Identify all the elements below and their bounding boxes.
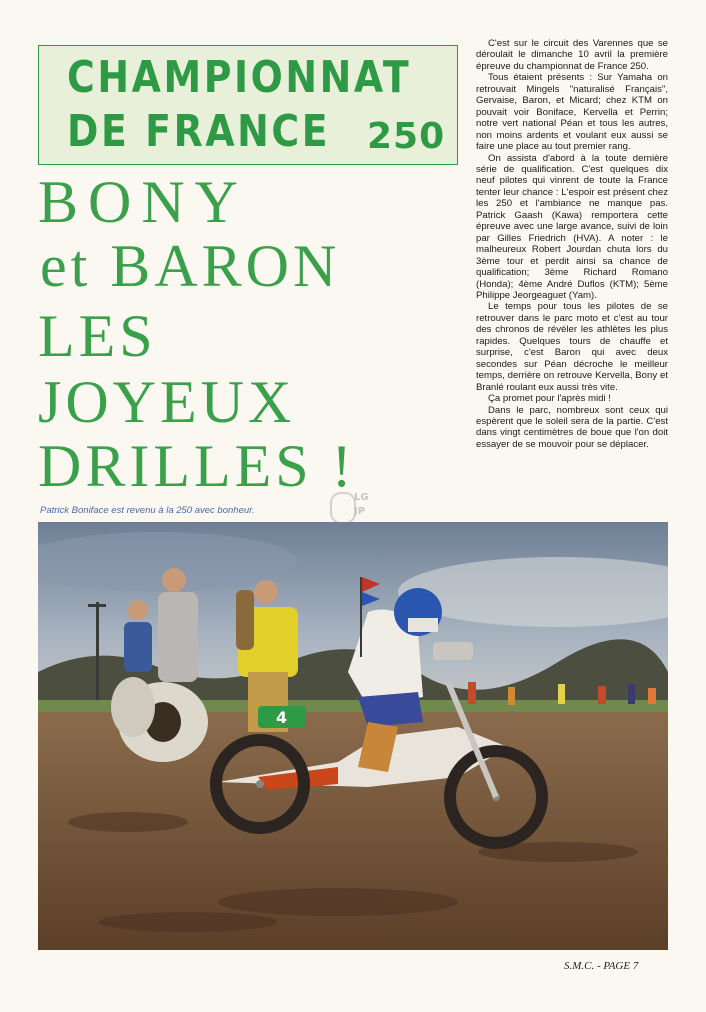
article-paragraph: Dans le parc, nombreux sont ceux qui espèrent que le soleil sera de la partie. C'est dans vingt centimètres de boue que l'on doit essayer de se mouvoir pour se déplacer. bbox=[476, 404, 668, 450]
watermark-logo bbox=[330, 490, 376, 522]
banner-line-1: CHAMPIONNAT bbox=[67, 52, 412, 103]
photo-illustration bbox=[38, 522, 668, 950]
page-footer: S.M.C. - PAGE 7 bbox=[564, 960, 639, 972]
championship-banner bbox=[38, 45, 458, 165]
headline-line-4: JOYEUX bbox=[38, 369, 296, 435]
photo-caption: Patrick Boniface est revenu à la 250 avec bonheur. bbox=[40, 505, 255, 516]
article-body bbox=[476, 38, 668, 450]
motocross-photo bbox=[38, 522, 668, 950]
watermark-top: LG bbox=[354, 492, 369, 503]
watermark-icon bbox=[330, 492, 356, 524]
article-paragraph: On assista d'abord à la toute dernière série de qualification. C'est quelques dix neuf pilotes qui vinrent de toute la France tenter leur chance : L'espoir est présent chez les 250 et l'ambiance ne manque pas. Patrick Gaash (Kawa) remportera cette épreuve avec une large avance, suivi de loin par Gilles Friedrich (HVA). A noter : le malheureux Robert Jourdan chuta lors du 3ème tour et perdit ainsi sa chance de qualification; 3ème Richard Romano (Honda); 4ème André Duflos (KTM); 5ème Philippe Jeorgeaguet (Yam). bbox=[476, 152, 668, 301]
headline-line-3: LES bbox=[38, 303, 157, 369]
banner-class: 250 bbox=[367, 116, 446, 157]
headline-line-1: BONY bbox=[38, 169, 249, 235]
banner-line-2: DE FRANCE bbox=[67, 106, 331, 157]
headline-line-2: et BARON bbox=[40, 233, 341, 299]
number-plate: 4 bbox=[276, 708, 288, 727]
article-paragraph: Tous étaient présents : Sur Yamaha on retrouvait Mingels "naturalisé Français", Gervaise, Baron, et Micard; chez KTM on pouvait voir Boniface, Kervella et Perrin; notre vert national Péan et tous les autres, non moins ardents et voulant eux aussi se faire une place au tout premier rang. bbox=[476, 72, 668, 153]
headline-line-5: DRILLES ! bbox=[38, 433, 356, 499]
article-paragraph: C'est sur le circuit des Varennes que se déroulait le dimanche 10 avril la première épreuve du championnat de France 250. bbox=[476, 38, 668, 72]
watermark-bottom: JP bbox=[354, 506, 366, 517]
article-paragraph: Ça promet pour l'après midi ! bbox=[488, 393, 611, 405]
article-paragraph: Le temps pour tous les pilotes de se retrouver dans le parc moto et c'est au tour des chronos de révéler les athlètes les plus rapides. Quelques tours de chauffe et surprise, c'est Baron qui avec deux secondes sur Péan décroche le meilleur temps, derrière on retrouve Kervella, Bony et Branlé roulant eux aussi très vite. bbox=[476, 301, 668, 393]
